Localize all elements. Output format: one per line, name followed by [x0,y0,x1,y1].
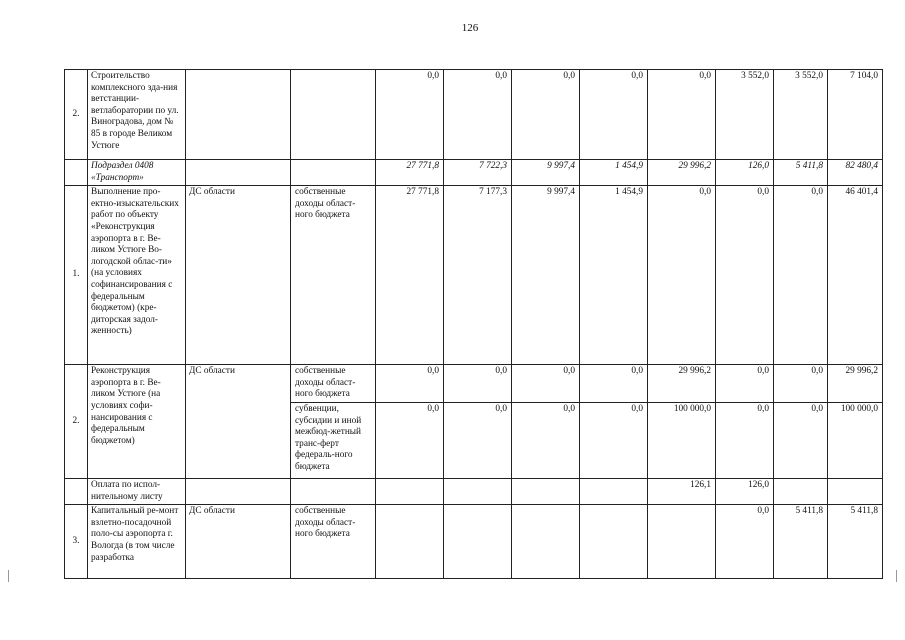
value-cell: 27 771,8 [376,186,444,365]
value-cell [444,478,512,504]
object-name: Строительство комплексного зда-ния ветстанции-ветлаборатории по ул. Виноградова, дом № 85 в городе Великом Устюге [88,70,186,160]
object-name: Оплата по испол-нительному листу [88,478,186,504]
value-cell: 29 996,2 [828,365,883,403]
value-cell: 7 104,0 [828,70,883,160]
value-cell: 5 411,8 [828,505,883,579]
value-cell: 0,0 [716,365,774,403]
page-number: 126 [461,22,479,34]
funding-source [291,478,376,504]
value-cell [444,505,512,579]
funding-source [291,70,376,160]
value-cell: 3 552,0 [716,70,774,160]
value-cell [376,478,444,504]
executor: ДС области [186,186,291,365]
scan-edge-mark [8,570,9,582]
value-cell [774,478,828,504]
value-cell [512,478,580,504]
funding-source: собственные доходы област-ного бюджета [291,186,376,365]
value-cell: 126,1 [648,478,716,504]
value-cell: 7 177,3 [444,186,512,365]
value-cell: 126,0 [716,160,774,186]
row-number: 2. [65,365,88,479]
value-cell [580,505,648,579]
value-cell: 0,0 [716,186,774,365]
value-cell: 0,0 [444,365,512,403]
value-cell: 0,0 [774,402,828,478]
scan-edge-mark [896,570,897,582]
value-cell [828,478,883,504]
value-cell: 0,0 [376,402,444,478]
value-cell: 0,0 [774,186,828,365]
value-cell: 126,0 [716,478,774,504]
table-row [65,160,883,186]
value-cell: 29 996,2 [648,365,716,403]
funding-source [291,160,376,186]
object-name: Капитальный ре-монт взлетно-посадочной поло-сы аэропорта г. Вологда (в том числе разработка [88,505,186,579]
value-cell: 0,0 [444,402,512,478]
value-cell: 100 000,0 [648,402,716,478]
value-cell: 3 552,0 [774,70,828,160]
value-cell [512,505,580,579]
value-cell: 29 996,2 [648,160,716,186]
budget-table [64,69,883,579]
value-cell [648,505,716,579]
value-cell: 82 480,4 [828,160,883,186]
value-cell: 5 411,8 [774,160,828,186]
object-name: Реконструкция аэропорта в г. Ве-ликом Устюге (на условиях софи-нансирования с федеральным бюджетом) [88,365,186,479]
value-cell: 1 454,9 [580,160,648,186]
value-cell [580,478,648,504]
table-row [65,186,883,365]
value-cell [376,505,444,579]
value-cell: 7 722,3 [444,160,512,186]
value-cell: 0,0 [376,70,444,160]
value-cell: 0,0 [774,365,828,403]
row-number: 1. [65,186,88,365]
funding-source: субвенции, субсидии и иной межбюд-жетный транс-ферт федераль-ного бюджета [291,402,376,478]
value-cell: 27 771,8 [376,160,444,186]
value-cell: 1 454,9 [580,186,648,365]
funding-source: собственные доходы област-ного бюджета [291,505,376,579]
value-cell: 0,0 [512,402,580,478]
value-cell: 9 997,4 [512,160,580,186]
value-cell: 0,0 [648,70,716,160]
value-cell: 0,0 [580,365,648,403]
table-row [65,70,883,160]
value-cell: 0,0 [716,402,774,478]
row-number: 3. [65,505,88,579]
subsection-title: Подраздел 0408 «Транспорт» [88,160,186,186]
value-cell: 0,0 [512,70,580,160]
funding-source: собственные доходы област-ного бюджета [291,365,376,403]
value-cell: 0,0 [580,70,648,160]
value-cell: 0,0 [376,365,444,403]
value-cell: 0,0 [444,70,512,160]
object-name: Выполнение про-ектно-изыскательских работ по объекту «Реконструкция аэропорта в г. Ве-ликом Устюге Во-логодской облас-ти» (на условиях софинансирования с федеральным бюджетом) (кре-диторская задол-женность) [88,186,186,365]
value-cell: 46 401,4 [828,186,883,365]
executor: ДС области [186,505,291,579]
table-row [65,478,883,504]
row-number [65,160,88,186]
row-number: 2. [65,70,88,160]
value-cell: 0,0 [716,505,774,579]
value-cell: 9 997,4 [512,186,580,365]
table-row [65,365,883,403]
value-cell: 0,0 [512,365,580,403]
value-cell: 100 000,0 [828,402,883,478]
executor [186,160,291,186]
value-cell: 0,0 [580,402,648,478]
executor: ДС области [186,365,291,479]
executor [186,478,291,504]
row-number [65,478,88,504]
value-cell: 0,0 [648,186,716,365]
value-cell: 5 411,8 [774,505,828,579]
executor [186,70,291,160]
table-row [65,505,883,579]
